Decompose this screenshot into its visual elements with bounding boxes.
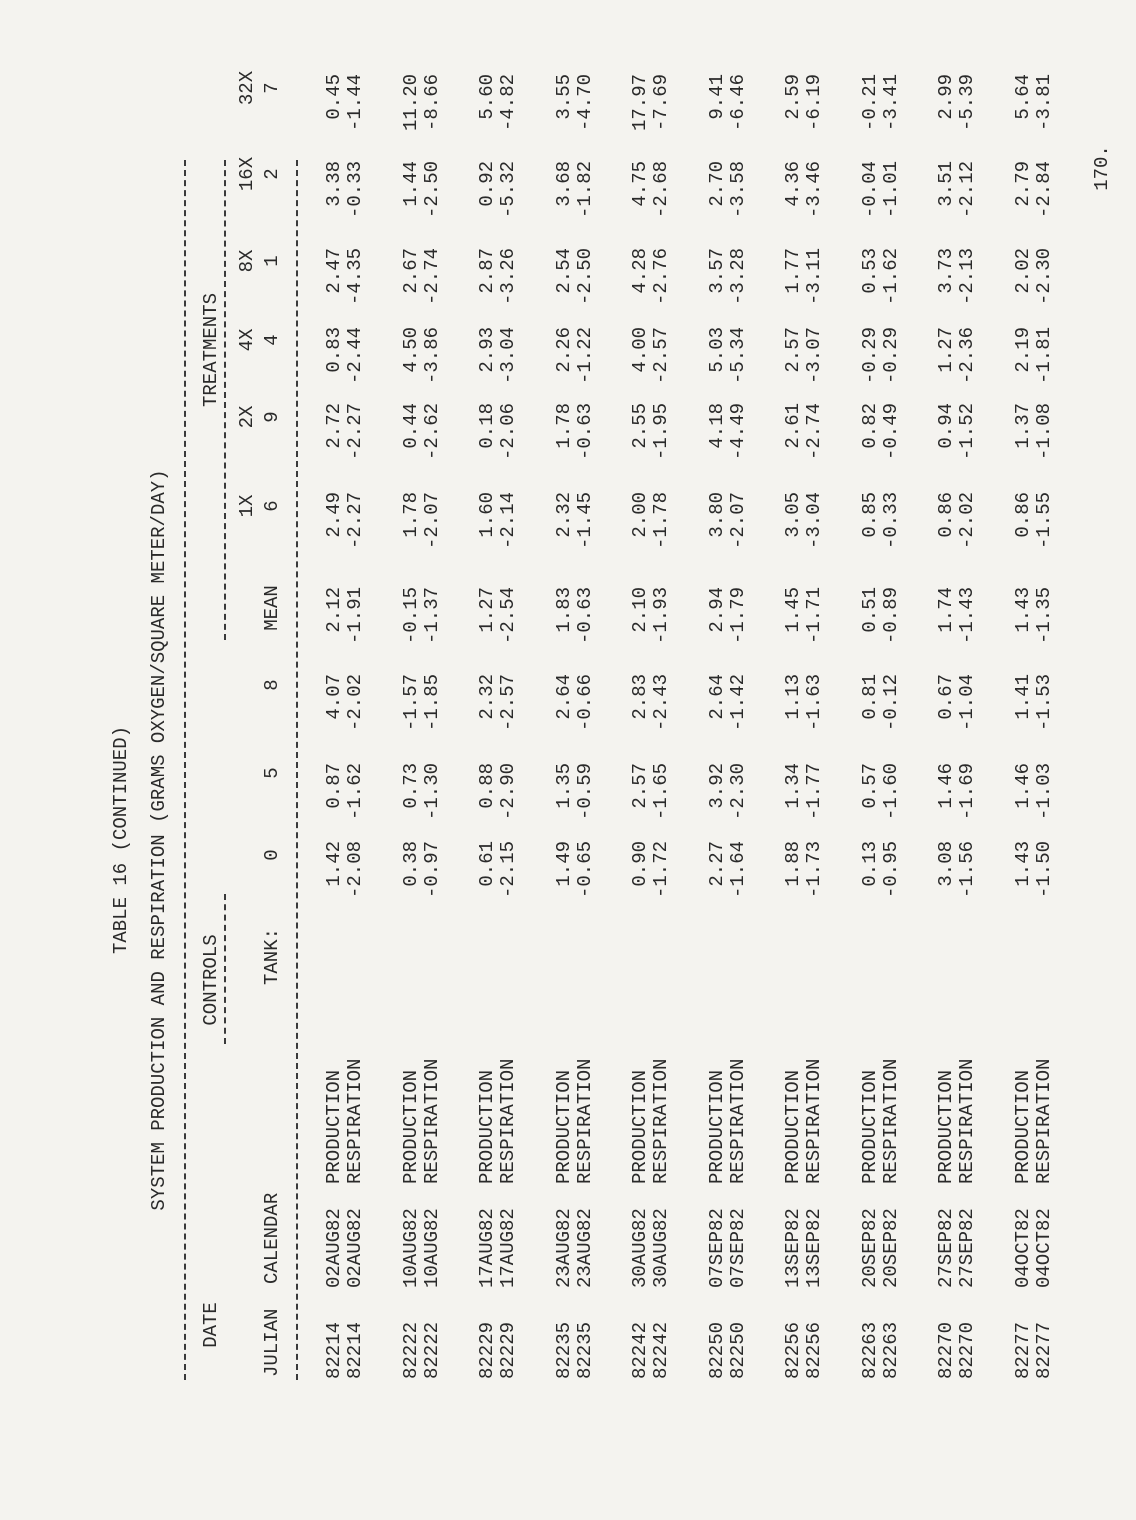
value-cell: 4.00 <box>629 327 651 373</box>
measure-type-cell: PRODUCTION <box>858 1069 881 1184</box>
value-cell: -6.46 <box>726 74 749 132</box>
value-cell: -1.50 <box>1032 841 1055 899</box>
value-cell: -3.26 <box>497 248 519 306</box>
value-cell: -1.65 <box>650 763 672 821</box>
value-cell: -1.78 <box>650 492 672 550</box>
value-cell: 3.80 <box>705 492 728 538</box>
value-cell: -2.74 <box>420 248 443 306</box>
value-cell: 3.05 <box>782 492 804 538</box>
julian-date-cell: 82235 <box>552 1321 575 1379</box>
value-cell: 2.12 <box>323 587 345 633</box>
table-title: TABLE 16 (CONTINUED) <box>110 725 132 955</box>
header-dash-rule <box>296 160 298 1380</box>
value-cell: -0.29 <box>879 327 902 385</box>
calendar-date-cell: 04OCT82 <box>1032 1208 1055 1288</box>
value-cell: 1.42 <box>323 841 345 887</box>
table-subtitle: SYSTEM PRODUCTION AND RESPIRATION (GRAMS OXYGEN/SQUARE METER/DAY) <box>148 469 170 1211</box>
calendar-date-cell: 10AUG82 <box>420 1208 443 1288</box>
value-cell: 2.87 <box>476 248 498 294</box>
value-cell: -1.91 <box>344 587 366 645</box>
value-cell: -3.04 <box>803 492 825 550</box>
tank-number-label: 7 <box>261 82 283 94</box>
value-cell: 2.27 <box>705 841 728 887</box>
measure-type-cell: RESPIRATION <box>726 1058 749 1184</box>
value-cell: -1.60 <box>879 763 902 821</box>
controls-dash-rule <box>224 894 226 1044</box>
value-cell: 0.82 <box>858 403 881 449</box>
value-cell: -0.63 <box>573 403 596 461</box>
treatments-dash-rule <box>224 160 226 640</box>
value-cell: -1.72 <box>650 841 672 899</box>
value-cell: -1.81 <box>1032 327 1055 385</box>
measure-type-cell: PRODUCTION <box>935 1069 957 1184</box>
value-cell: 1.41 <box>1011 674 1034 720</box>
value-cell: 0.83 <box>323 327 345 373</box>
value-cell: -1.93 <box>650 587 672 645</box>
value-cell: 0.86 <box>1011 492 1034 538</box>
calendar-date-cell: 30AUG82 <box>629 1208 651 1288</box>
measure-type-cell: PRODUCTION <box>782 1069 804 1184</box>
value-cell: -1.63 <box>803 674 825 732</box>
value-cell: 4.75 <box>629 161 651 207</box>
value-cell: -2.62 <box>420 403 443 461</box>
julian-date-cell: 82229 <box>476 1321 498 1379</box>
calendar-date-cell: 13SEP82 <box>803 1208 825 1288</box>
value-cell: -1.04 <box>956 674 978 732</box>
value-cell: 2.26 <box>552 327 575 373</box>
value-cell: -4.35 <box>344 248 366 306</box>
date-header: DATE <box>200 1302 222 1348</box>
value-cell: 3.92 <box>705 763 728 809</box>
measure-type-cell: PRODUCTION <box>629 1069 651 1184</box>
treatment-level-label: 16X <box>236 156 258 192</box>
value-cell: -3.04 <box>497 327 519 385</box>
value-cell: 2.47 <box>323 248 345 294</box>
value-cell: -2.27 <box>344 492 366 550</box>
value-cell: -2.12 <box>956 161 978 219</box>
measure-type-cell: PRODUCTION <box>399 1069 422 1184</box>
value-cell: 1.74 <box>935 587 957 633</box>
value-cell: 0.44 <box>399 403 422 449</box>
value-cell: 0.87 <box>323 763 345 809</box>
julian-date-cell: 82235 <box>573 1321 596 1379</box>
value-cell: 4.07 <box>323 674 345 720</box>
value-cell: -2.02 <box>344 674 366 732</box>
value-cell: -2.07 <box>420 492 443 550</box>
value-cell: -0.89 <box>879 587 902 645</box>
value-cell: -2.50 <box>573 248 596 306</box>
julian-date-cell: 82242 <box>629 1321 651 1379</box>
value-cell: 5.64 <box>1011 74 1034 120</box>
measure-type-cell: RESPIRATION <box>956 1058 978 1184</box>
value-cell: 0.61 <box>476 841 498 887</box>
value-cell: 1.27 <box>935 327 957 373</box>
value-cell: -1.79 <box>726 587 749 645</box>
value-cell: 4.28 <box>629 248 651 294</box>
value-cell: 2.72 <box>323 403 345 449</box>
value-cell: -2.44 <box>344 327 366 385</box>
value-cell: -1.62 <box>344 763 366 821</box>
value-cell: 2.83 <box>629 674 651 720</box>
tank-number-label: 0 <box>261 849 283 861</box>
value-cell: 0.81 <box>858 674 881 720</box>
julian-header: JULIAN <box>261 1308 283 1377</box>
value-cell: 2.57 <box>782 327 804 373</box>
value-cell: 11.20 <box>399 74 422 132</box>
value-cell: -0.21 <box>858 74 881 132</box>
value-cell: 2.79 <box>1011 161 1034 207</box>
calendar-date-cell: 04OCT82 <box>1011 1208 1034 1288</box>
value-cell: -1.22 <box>573 327 596 385</box>
value-cell: -2.84 <box>1032 161 1055 219</box>
value-cell: -1.37 <box>420 587 443 645</box>
value-cell: -3.41 <box>879 74 902 132</box>
julian-date-cell: 82250 <box>726 1321 749 1379</box>
value-cell: 1.43 <box>1011 841 1034 887</box>
measure-type-cell: PRODUCTION <box>476 1069 498 1184</box>
value-cell: 1.34 <box>782 763 804 809</box>
calendar-date-cell: 07SEP82 <box>726 1208 749 1288</box>
value-cell: -1.03 <box>1032 763 1055 821</box>
measure-type-cell: PRODUCTION <box>705 1069 728 1184</box>
julian-date-cell: 82222 <box>399 1321 422 1379</box>
julian-date-cell: 82270 <box>956 1321 978 1379</box>
value-cell: -1.52 <box>956 403 978 461</box>
value-cell: 2.32 <box>476 674 498 720</box>
value-cell: -1.69 <box>956 763 978 821</box>
top-dash-rule <box>184 160 186 1380</box>
measure-type-cell: RESPIRATION <box>650 1058 672 1184</box>
value-cell: -1.95 <box>650 403 672 461</box>
value-cell: 2.49 <box>323 492 345 538</box>
value-cell: -0.04 <box>858 161 881 219</box>
value-cell: -2.13 <box>956 248 978 306</box>
value-cell: -0.15 <box>399 587 422 645</box>
value-cell: 0.45 <box>323 74 345 120</box>
treatment-level-label: 8X <box>236 249 258 273</box>
julian-date-cell: 82263 <box>858 1321 881 1379</box>
julian-date-cell: 82256 <box>803 1321 825 1379</box>
value-cell: -7.69 <box>650 74 672 132</box>
value-cell: -5.34 <box>726 327 749 385</box>
value-cell: 2.94 <box>705 587 728 633</box>
value-cell: -1.71 <box>803 587 825 645</box>
value-cell: -2.07 <box>726 492 749 550</box>
calendar-date-cell: 20SEP82 <box>858 1208 881 1288</box>
value-cell: -1.57 <box>399 674 422 732</box>
tank-number-label: MEAN <box>261 585 283 631</box>
value-cell: 2.54 <box>552 248 575 294</box>
value-cell: -1.64 <box>726 841 749 899</box>
value-cell: -2.08 <box>344 841 366 899</box>
rotated-table-page <box>0 70 1136 1520</box>
value-cell: -2.68 <box>650 161 672 219</box>
value-cell: 1.43 <box>1011 587 1034 633</box>
value-cell: 2.02 <box>1011 248 1034 294</box>
value-cell: -2.57 <box>497 674 519 732</box>
value-cell: 0.92 <box>476 161 498 207</box>
calendar-date-cell: 23AUG82 <box>573 1208 596 1288</box>
value-cell: 0.53 <box>858 248 881 294</box>
value-cell: 1.88 <box>782 841 804 887</box>
tank-number-label: 1 <box>261 255 283 267</box>
value-cell: 2.32 <box>552 492 575 538</box>
value-cell: 1.45 <box>782 587 804 633</box>
measure-type-cell: RESPIRATION <box>879 1058 902 1184</box>
value-cell: 2.99 <box>935 74 957 120</box>
value-cell: -1.01 <box>879 161 902 219</box>
value-cell: 0.85 <box>858 492 881 538</box>
value-cell: -1.55 <box>1032 492 1055 550</box>
value-cell: -0.63 <box>573 587 596 645</box>
value-cell: 0.67 <box>935 674 957 720</box>
page-number: 170. <box>1091 145 1113 191</box>
value-cell: 0.86 <box>935 492 957 538</box>
value-cell: -0.33 <box>344 161 366 219</box>
value-cell: 1.13 <box>782 674 804 720</box>
calendar-date-cell: 17AUG82 <box>497 1208 519 1288</box>
value-cell: 2.67 <box>399 248 422 294</box>
value-cell: 1.83 <box>552 587 575 633</box>
treatment-level-label: 2X <box>236 405 258 429</box>
value-cell: 1.37 <box>1011 403 1034 449</box>
value-cell: 0.38 <box>399 841 422 887</box>
value-cell: -1.56 <box>956 841 978 899</box>
measure-type-cell: RESPIRATION <box>420 1058 443 1184</box>
value-cell: -2.30 <box>1032 248 1055 306</box>
value-cell: 2.57 <box>629 763 651 809</box>
value-cell: 3.57 <box>705 248 728 294</box>
julian-date-cell: 82256 <box>782 1321 804 1379</box>
value-cell: -1.30 <box>420 763 443 821</box>
value-cell: -2.90 <box>497 763 519 821</box>
value-cell: -3.46 <box>803 161 825 219</box>
measure-type-cell: PRODUCTION <box>1011 1069 1034 1184</box>
value-cell: -0.49 <box>879 403 902 461</box>
value-cell: -1.62 <box>879 248 902 306</box>
measure-type-cell: RESPIRATION <box>497 1058 519 1184</box>
value-cell: 3.68 <box>552 161 575 207</box>
value-cell: -3.28 <box>726 248 749 306</box>
measure-type-cell: RESPIRATION <box>344 1058 366 1184</box>
value-cell: -2.14 <box>497 492 519 550</box>
julian-date-cell: 82222 <box>420 1321 443 1379</box>
value-cell: -1.53 <box>1032 674 1055 732</box>
value-cell: -2.54 <box>497 587 519 645</box>
calendar-date-cell: 30AUG82 <box>650 1208 672 1288</box>
value-cell: 0.18 <box>476 403 498 449</box>
value-cell: -1.82 <box>573 161 596 219</box>
value-cell: -2.74 <box>803 403 825 461</box>
calendar-date-cell: 02AUG82 <box>344 1208 366 1288</box>
value-cell: -2.30 <box>726 763 749 821</box>
value-cell: -1.42 <box>726 674 749 732</box>
julian-date-cell: 82214 <box>344 1321 366 1379</box>
value-cell: 4.50 <box>399 327 422 373</box>
tank-number-label: 2 <box>261 168 283 180</box>
calendar-date-cell: 02AUG82 <box>323 1208 345 1288</box>
julian-date-cell: 82263 <box>879 1321 902 1379</box>
tank-number-label: 5 <box>261 767 283 779</box>
calendar-date-cell: 07SEP82 <box>705 1208 728 1288</box>
value-cell: -8.66 <box>420 74 443 132</box>
value-cell: 1.78 <box>552 403 575 449</box>
value-cell: -3.11 <box>803 248 825 306</box>
value-cell: -1.35 <box>1032 587 1055 645</box>
value-cell: -6.19 <box>803 74 825 132</box>
value-cell: -1.73 <box>803 841 825 899</box>
calendar-date-cell: 27SEP82 <box>935 1208 957 1288</box>
value-cell: 2.70 <box>705 161 728 207</box>
value-cell: 2.19 <box>1011 327 1034 373</box>
calendar-date-cell: 20SEP82 <box>879 1208 902 1288</box>
tank-header: TANK: <box>261 927 283 985</box>
value-cell: 17.97 <box>629 74 651 132</box>
treatments-header: TREATMENTS <box>200 292 222 408</box>
value-cell: -2.43 <box>650 674 672 732</box>
value-cell: -3.58 <box>726 161 749 219</box>
measure-type-cell: PRODUCTION <box>323 1069 345 1184</box>
value-cell: 2.61 <box>782 403 804 449</box>
calendar-date-cell: 13SEP82 <box>782 1208 804 1288</box>
value-cell: 0.94 <box>935 403 957 449</box>
value-cell: -4.82 <box>497 74 519 132</box>
value-cell: -1.77 <box>803 763 825 821</box>
value-cell: 2.64 <box>705 674 728 720</box>
value-cell: 1.78 <box>399 492 422 538</box>
treatment-level-label: 1X <box>236 494 258 518</box>
value-cell: 2.00 <box>629 492 651 538</box>
value-cell: -3.07 <box>803 327 825 385</box>
value-cell: 3.38 <box>323 161 345 207</box>
value-cell: -2.06 <box>497 403 519 461</box>
value-cell: -2.15 <box>497 841 519 899</box>
calendar-date-cell: 17AUG82 <box>476 1208 498 1288</box>
calendar-header: CALENDAR <box>261 1192 283 1284</box>
value-cell: 0.51 <box>858 587 881 633</box>
value-cell: -0.33 <box>879 492 902 550</box>
value-cell: 3.73 <box>935 248 957 294</box>
value-cell: 5.60 <box>476 74 498 120</box>
value-cell: -0.97 <box>420 841 443 899</box>
value-cell: -1.85 <box>420 674 443 732</box>
value-cell: -3.86 <box>420 327 443 385</box>
value-cell: -2.36 <box>956 327 978 385</box>
value-cell: 3.08 <box>935 841 957 887</box>
treatment-level-label: 32X <box>236 70 258 106</box>
julian-date-cell: 82250 <box>705 1321 728 1379</box>
value-cell: 1.49 <box>552 841 575 887</box>
calendar-date-cell: 27SEP82 <box>956 1208 978 1288</box>
value-cell: -1.44 <box>344 74 366 132</box>
value-cell: -1.45 <box>573 492 596 550</box>
tank-number-label: 9 <box>261 411 283 423</box>
value-cell: 1.44 <box>399 161 422 207</box>
julian-date-cell: 82229 <box>497 1321 519 1379</box>
value-cell: 0.90 <box>629 841 651 887</box>
controls-header: CONTROLS <box>200 934 222 1026</box>
measure-type-cell: RESPIRATION <box>803 1058 825 1184</box>
value-cell: -0.12 <box>879 674 902 732</box>
calendar-date-cell: 10AUG82 <box>399 1208 422 1288</box>
value-cell: 1.60 <box>476 492 498 538</box>
julian-date-cell: 82277 <box>1032 1321 1055 1379</box>
value-cell: 2.55 <box>629 403 651 449</box>
value-cell: -5.32 <box>497 161 519 219</box>
value-cell: -2.02 <box>956 492 978 550</box>
measure-type-cell: RESPIRATION <box>573 1058 596 1184</box>
value-cell: 4.18 <box>705 403 728 449</box>
value-cell: 0.73 <box>399 763 422 809</box>
value-cell: -0.59 <box>573 763 596 821</box>
value-cell: 3.51 <box>935 161 957 207</box>
value-cell: -2.50 <box>420 161 443 219</box>
value-cell: 1.46 <box>935 763 957 809</box>
value-cell: 3.55 <box>552 74 575 120</box>
value-cell: 2.59 <box>782 74 804 120</box>
value-cell: 5.03 <box>705 327 728 373</box>
value-cell: 0.13 <box>858 841 881 887</box>
value-cell: -0.95 <box>879 841 902 899</box>
value-cell: -2.76 <box>650 248 672 306</box>
value-cell: 1.46 <box>1011 763 1034 809</box>
value-cell: -5.39 <box>956 74 978 132</box>
value-cell: -1.08 <box>1032 403 1055 461</box>
tank-number-label: 8 <box>261 679 283 691</box>
value-cell: -0.66 <box>573 674 596 732</box>
julian-date-cell: 82214 <box>323 1321 345 1379</box>
julian-date-cell: 82242 <box>650 1321 672 1379</box>
tank-number-label: 6 <box>261 500 283 512</box>
julian-date-cell: 82270 <box>935 1321 957 1379</box>
value-cell: -3.81 <box>1032 74 1055 132</box>
value-cell: -2.57 <box>650 327 672 385</box>
tank-number-label: 4 <box>261 334 283 346</box>
treatment-level-label: 4X <box>236 328 258 352</box>
value-cell: -4.49 <box>726 403 749 461</box>
value-cell: 4.36 <box>782 161 804 207</box>
value-cell: -0.29 <box>858 327 881 385</box>
value-cell: 2.93 <box>476 327 498 373</box>
value-cell: 0.57 <box>858 763 881 809</box>
value-cell: -2.27 <box>344 403 366 461</box>
value-cell: 9.41 <box>705 74 728 120</box>
value-cell: 0.88 <box>476 763 498 809</box>
value-cell: 2.10 <box>629 587 651 633</box>
measure-type-cell: RESPIRATION <box>1032 1058 1055 1184</box>
value-cell: -4.70 <box>573 74 596 132</box>
value-cell: -0.65 <box>573 841 596 899</box>
value-cell: 1.35 <box>552 763 575 809</box>
value-cell: 1.77 <box>782 248 804 294</box>
measure-type-cell: PRODUCTION <box>552 1069 575 1184</box>
value-cell: -1.43 <box>956 587 978 645</box>
calendar-date-cell: 23AUG82 <box>552 1208 575 1288</box>
value-cell: 1.27 <box>476 587 498 633</box>
julian-date-cell: 82277 <box>1011 1321 1034 1379</box>
value-cell: 2.64 <box>552 674 575 720</box>
